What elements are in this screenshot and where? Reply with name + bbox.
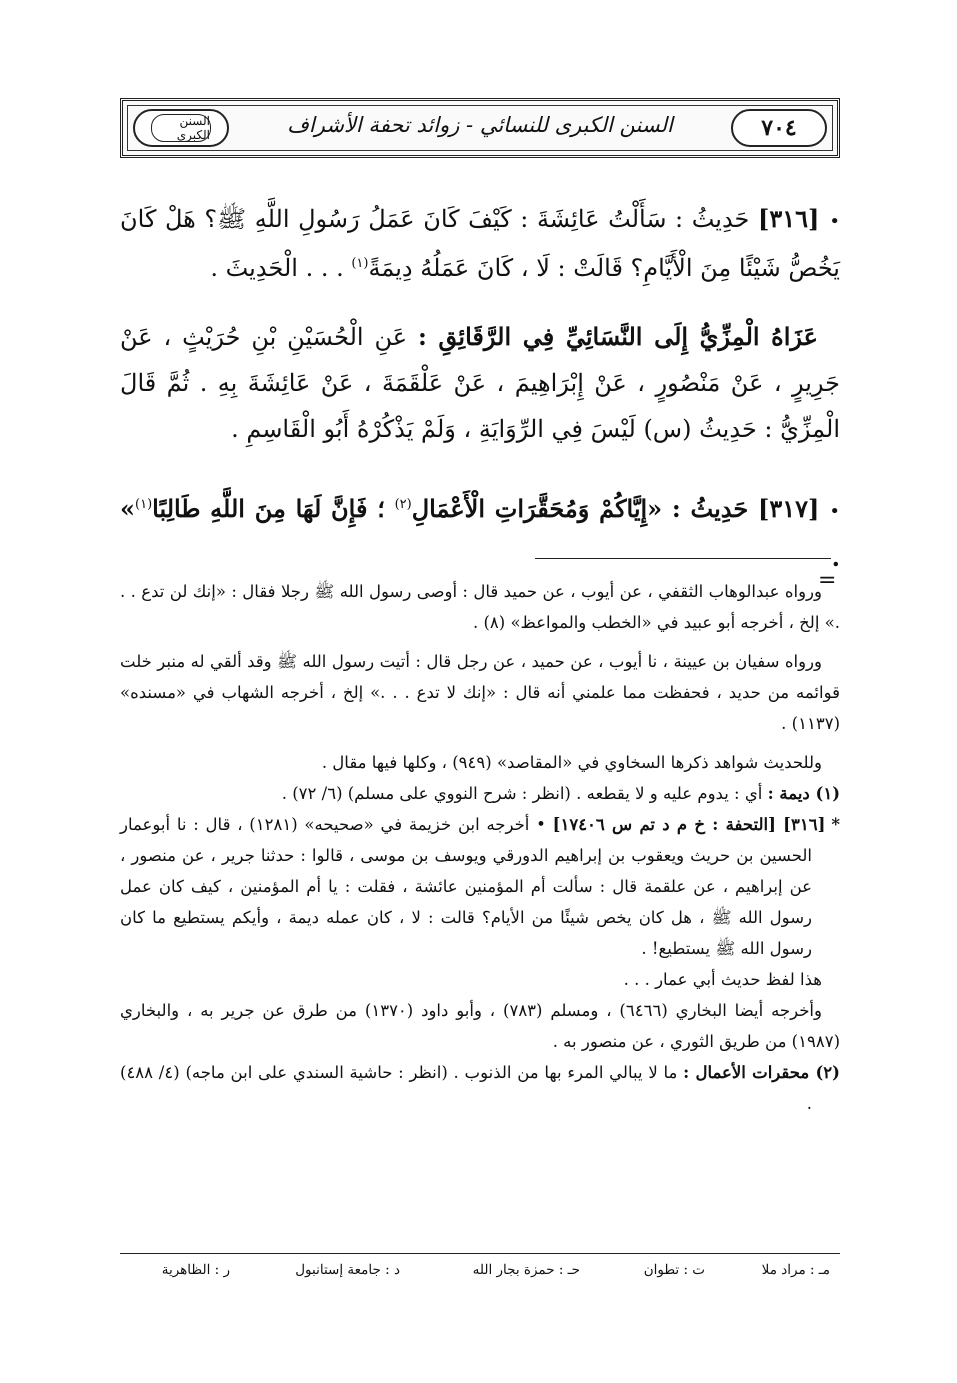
footnote-label: (١) ديمة : bbox=[767, 784, 840, 803]
emblem-text: السنن الكبرى bbox=[176, 114, 210, 142]
entry-number: [٣١٦] bbox=[757, 204, 820, 233]
footnotes bbox=[120, 576, 840, 1119]
hadith-entry-317 bbox=[120, 486, 840, 581]
footnote-1 bbox=[120, 778, 840, 809]
footnote-2 bbox=[120, 1057, 840, 1119]
footnote-label: (٢) محقرات الأعمال : bbox=[683, 1063, 840, 1082]
entry-text-end: » . bbox=[120, 494, 840, 572]
attribution-paragraph bbox=[120, 314, 840, 452]
footnote-paragraph: وللحديث شواهد ذكرها السخاوي في «المقاصد» (٩٤٩) ، وكلها فيها مقال . bbox=[321, 753, 822, 772]
takhrij-316 bbox=[120, 809, 840, 964]
legend-item: ر : الظاهرية bbox=[161, 1262, 230, 1278]
entry-number: [٣١٧] bbox=[757, 494, 820, 523]
footnote-paragraph: هذا لفظ حديث أبي عمار . . . bbox=[623, 970, 822, 989]
legend-item: ت : تطوان bbox=[643, 1262, 705, 1278]
page-number-ornament bbox=[731, 109, 827, 147]
footnote-ref: (١) bbox=[351, 256, 369, 271]
legend-item: د : جامعة إستانبول bbox=[295, 1262, 400, 1278]
footnote-paragraph: وأخرجه أيضا البخاري (٦٤٦٦) ، ومسلم (٧٨٣) ، وأبو داود (١٣٧٠) من طرق عن جرير به ، والبخاري (١٩٨٧) من طريق الثوري ، عن منصور به . bbox=[120, 1001, 840, 1051]
footnote-text: أي : يدوم عليه و لا يقطعه . (انظر : شرح النووي على مسلم) (٦/ ٧٢) . bbox=[281, 784, 768, 803]
page-number: ٧٠٤ bbox=[761, 115, 797, 141]
footnote-ref: (١) bbox=[135, 497, 153, 512]
bullet-icon: • bbox=[829, 211, 840, 232]
footnote-paragraph: ورواه سفيان بن عيينة ، نا أيوب ، عن حميد ، عن رجل قال : أتيت رسول الله ﷺ وقد ألقي له منبر خلت قوائمه من حديد ، فحفظت مما علمني أنه قال : «إنك لا تدع . . .» إلخ ، أخرجه الشهاب في «مسنده» (١١٣٧) . bbox=[120, 652, 840, 733]
footnote-ref: (٢) bbox=[394, 497, 412, 512]
entry-text-end: . . . الْحَدِيثَ . bbox=[210, 254, 352, 282]
tuhfa-reference: [٣١٦] [التحفة : خ م د تم س ١٧٤٠٦] bbox=[552, 815, 826, 834]
attribution-text: عَنِ الْحُسَيْنِ بْنِ حُرَيْثٍ ، عَنْ جَرِيرٍ ، عَنْ مَنْصُورٍ ، عَنْ إِبْرَاهِيمَ ، عَنْ عَلْقَمَةَ ، عَنْ عَائِشَةَ بِهِ . ثُمَّ قَالَ الْمِزِّيُّ : حَدِيثُ (س) لَيْسَ فِي الرِّوَايَةِ ، وَلَمْ يَذْكُرْهُ أَبُو الْقَاسِمِ . bbox=[120, 323, 840, 443]
entry-text: حَدِيثُ : سَأَلْتُ عَائِشَةَ : كَيْفَ كَانَ عَمَلُ رَسُولِ اللَّهِ ﷺ؟ هَلْ كَانَ يَخُصُّ شَيْئًا مِنَ الْأَيَّامِ؟ قَالَتْ : لَا ، كَانَ عَمَلُهُ دِيمَةً bbox=[120, 205, 840, 282]
footnote-text: ما لا يبالي المرء بها من الذنوب . (انظر : حاشية السندي على ابن ماجه) (٤/ ٤٨٨) . bbox=[120, 1063, 812, 1113]
footnote-divider bbox=[535, 558, 831, 559]
legend-item: حـ : حمزة بجار الله bbox=[472, 1262, 580, 1278]
entry-text: حَدِيثُ : «إِيَّاكُمْ وَمُحَقَّرَاتِ الْأَعْمَالِ bbox=[411, 494, 758, 523]
dot-icon: • bbox=[536, 815, 546, 834]
star-icon: * bbox=[831, 815, 841, 834]
bullet-icon: • bbox=[829, 501, 840, 522]
continuation-mark: = bbox=[818, 568, 837, 593]
attribution-lead: عَزَاهُ الْمِزِّيُّ إِلَى النَّسَائِيِّ فِي الرَّقَائِقِ : bbox=[417, 322, 818, 351]
emblem-icon bbox=[151, 114, 211, 142]
entry-text-mid: ؛ فَإِنَّ لَهَا مِنَ اللَّهِ طَالِبًا bbox=[152, 494, 395, 523]
legend-rule bbox=[120, 1253, 840, 1254]
legend-item: مـ : مراد ملا bbox=[761, 1262, 830, 1278]
hadith-entry-316 bbox=[120, 196, 840, 291]
page-header bbox=[120, 98, 840, 158]
manuscript-legend bbox=[140, 1262, 830, 1286]
running-title: السنن الكبرى للنسائي - زوائد تحفة الأشراف bbox=[287, 113, 673, 137]
footnote-paragraph: ورواه عبدالوهاب الثقفي ، عن أيوب ، عن حميد قال : أوصى رسول الله ﷺ رجلا فقال : «إنك لن تدع . . .» إلخ ، أخرجه أبو عبيد في «الخطب والمواعظ» (٨) . bbox=[120, 582, 840, 632]
emblem-ornament bbox=[133, 109, 229, 147]
takhrij-text: أخرجه ابن خزيمة في «صحيحه» (١٢٨١) ، قال : نا أبوعمار الحسين بن حريث ويعقوب بن إبراهيم الدورقي ويوسف بن موسى ، قالوا : حدثنا جرير ، عن منصور ، عن إبراهيم ، عن علقمة قال : سألت أم المؤمنين عائشة ، فقلت : يا أم المؤمنين ، كيف كان عمل رسول الله ﷺ ، هل كان يخص شيئًا من الأيام؟ قالت : لا ، كان عمله ديمة ، وأيكم يستطيع ما كان رسول الله ﷺ يستطيع! . bbox=[120, 815, 812, 958]
